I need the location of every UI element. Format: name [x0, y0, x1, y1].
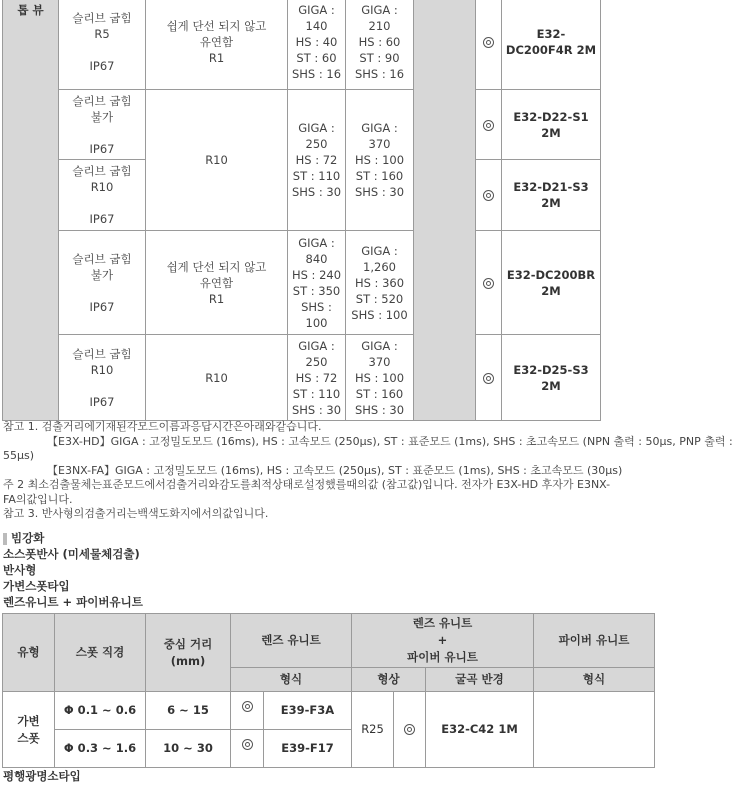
bend-cell: R10 — [146, 90, 288, 231]
lens-fiber-header: 렌즈 유니트 + 파이버 유니트 — [352, 614, 534, 668]
note-3: 참고 3. 반사형의검출거리는백색도화지에서의값입니다. — [3, 507, 269, 520]
model-cell: E32-D25-S3 2M — [502, 335, 601, 421]
circle-mark-cell — [476, 335, 502, 421]
model-cell: E32-DC200BR 2M — [502, 231, 601, 335]
distance-cell: GIGA : 370 HS : 100 ST : 160 SHS : 30 — [346, 90, 414, 231]
circle-mark-cell — [476, 231, 502, 335]
sleeve-cell: 슬리브 굽힘 R10 IP67 — [59, 160, 146, 231]
blank-column — [414, 0, 476, 421]
circle-mark-cell — [231, 730, 264, 768]
center-distance-header: 중심 거리 (mm) — [146, 614, 231, 692]
lens-model: E39-F17 — [264, 730, 352, 768]
note-1a: 【E3X-HD】GIGA : 고정밀도모드 (16ms), HS : 고속모드 (250μs), ST : 표준모드 (1ms), SHS : 초고속모드 (NPN 출력 : 50μs, PNP 출력 : — [47, 434, 733, 448]
note-2-cont: FA의값입니다. — [3, 492, 73, 506]
sleeve-cell: 슬리브 굽힘 불가 IP67 — [59, 231, 146, 335]
fiber-spec-table — [2, 0, 601, 421]
double-circle-icon — [404, 724, 415, 735]
circle-mark-cell — [476, 0, 502, 90]
double-circle-icon — [483, 278, 494, 289]
double-circle-icon — [242, 739, 253, 750]
lens-unit-header: 렌즈 유니트 — [231, 614, 352, 668]
notes-section — [3, 420, 753, 522]
variable-spot-cell: 가변 스폿 — [3, 692, 55, 768]
subheading: 반사형 — [3, 563, 37, 577]
form-header-2: 형식 — [534, 668, 655, 692]
model-cell: E32-D22-S1 2M — [502, 90, 601, 160]
fiber-model: E32-C42 1M — [426, 692, 534, 768]
model-cell: E32-D21-S3 2M — [502, 160, 601, 231]
shape-header: 형상 — [352, 668, 426, 692]
distance-cell: GIGA : 250 HS : 72 ST : 110 SHS : 30 — [288, 335, 346, 421]
form-header: 형식 — [231, 668, 352, 692]
note-1: 참고 1. 검출거리에기재된각모드이름과응답시간은아래와같습니다. — [3, 420, 322, 433]
double-circle-icon — [242, 701, 253, 712]
top-view-header: 톱 뷰 — [3, 0, 59, 421]
sleeve-cell: 슬리브 굽힘 R5 IP67 — [59, 0, 146, 90]
type-header: 유형 — [3, 614, 55, 692]
double-circle-icon — [483, 37, 494, 48]
distance-value: 6 ~ 15 — [146, 692, 231, 730]
distance-cell: GIGA : 370 HS : 100 ST : 160 SHS : 30 — [346, 335, 414, 421]
double-circle-icon — [483, 190, 494, 201]
note-2: 주 2 최소검출물체는표준모드에서검출거리와감도를최적상태로설정했를때의값 (참고값)입니다. 전자가 E3X-HD 후자가 E3NX- — [3, 478, 611, 491]
spot-value: Φ 0.1 ~ 0.6 — [55, 692, 146, 730]
note-1a-cont: 55μs) — [3, 449, 35, 462]
double-circle-icon — [483, 120, 494, 131]
circle-mark-cell — [476, 160, 502, 231]
bend-cell: R10 — [146, 335, 288, 421]
fiber-unit-header: 파이버 유니트 — [534, 614, 655, 668]
bend-cell: 쉽게 단선 되지 않고 유연함 R1 — [146, 231, 288, 335]
bend-radius-header: 굴곡 반경 — [426, 668, 534, 692]
distance-value: 10 ~ 30 — [146, 730, 231, 768]
distance-cell: GIGA : 250 HS : 72 ST : 110 SHS : 30 — [288, 90, 346, 231]
lens-model: E39-F3A — [264, 692, 352, 730]
section-headings — [3, 530, 143, 610]
bend-cell: 쉽게 단선 되지 않고 유연함 R1 — [146, 0, 288, 90]
model-cell: E32- DC200F4R 2M — [502, 0, 601, 90]
circle-mark-cell — [231, 692, 264, 730]
heading-bar-icon — [3, 533, 7, 545]
distance-cell: GIGA : 140 HS : 40 ST : 60 SHS : 16 — [288, 0, 346, 90]
parallel-beam-heading: 평행광명소타입 — [3, 769, 81, 783]
beam-heading: 빔강화 — [3, 530, 143, 546]
subheading: 가변스폿타입 — [3, 579, 70, 593]
distance-cell: GIGA : 840 HS : 240 ST : 350 SHS : 100 — [288, 231, 346, 335]
circle-mark-cell — [394, 692, 426, 768]
circle-mark-cell — [476, 90, 502, 160]
double-circle-icon — [483, 373, 494, 384]
subheading: 렌즈유니트 + 파이버유니트 — [3, 595, 143, 609]
lens-unit-table — [2, 613, 655, 768]
spot-diameter-header: 스폿 직경 — [55, 614, 146, 692]
shape-value: R25 — [352, 692, 394, 768]
subheading: 소스폿반사 (미세물체검출) — [3, 547, 140, 561]
distance-cell: GIGA : 210 HS : 60 ST : 90 SHS : 16 — [346, 0, 414, 90]
sleeve-cell: 슬리브 굽힘 R10 IP67 — [59, 335, 146, 421]
spot-value: Φ 0.3 ~ 1.6 — [55, 730, 146, 768]
note-1b: 【E3NX-FA】GIGA : 고정밀도모드 (16ms), HS : 고속모드 (250μs), ST : 표준모드 (1ms), SHS : 초고속모드 (30μs) — [47, 463, 623, 477]
distance-cell: GIGA : 1,260 HS : 360 ST : 520 SHS : 100 — [346, 231, 414, 335]
blank-cell — [534, 692, 655, 768]
sleeve-cell: 슬리브 굽힘 불가 IP67 — [59, 90, 146, 160]
